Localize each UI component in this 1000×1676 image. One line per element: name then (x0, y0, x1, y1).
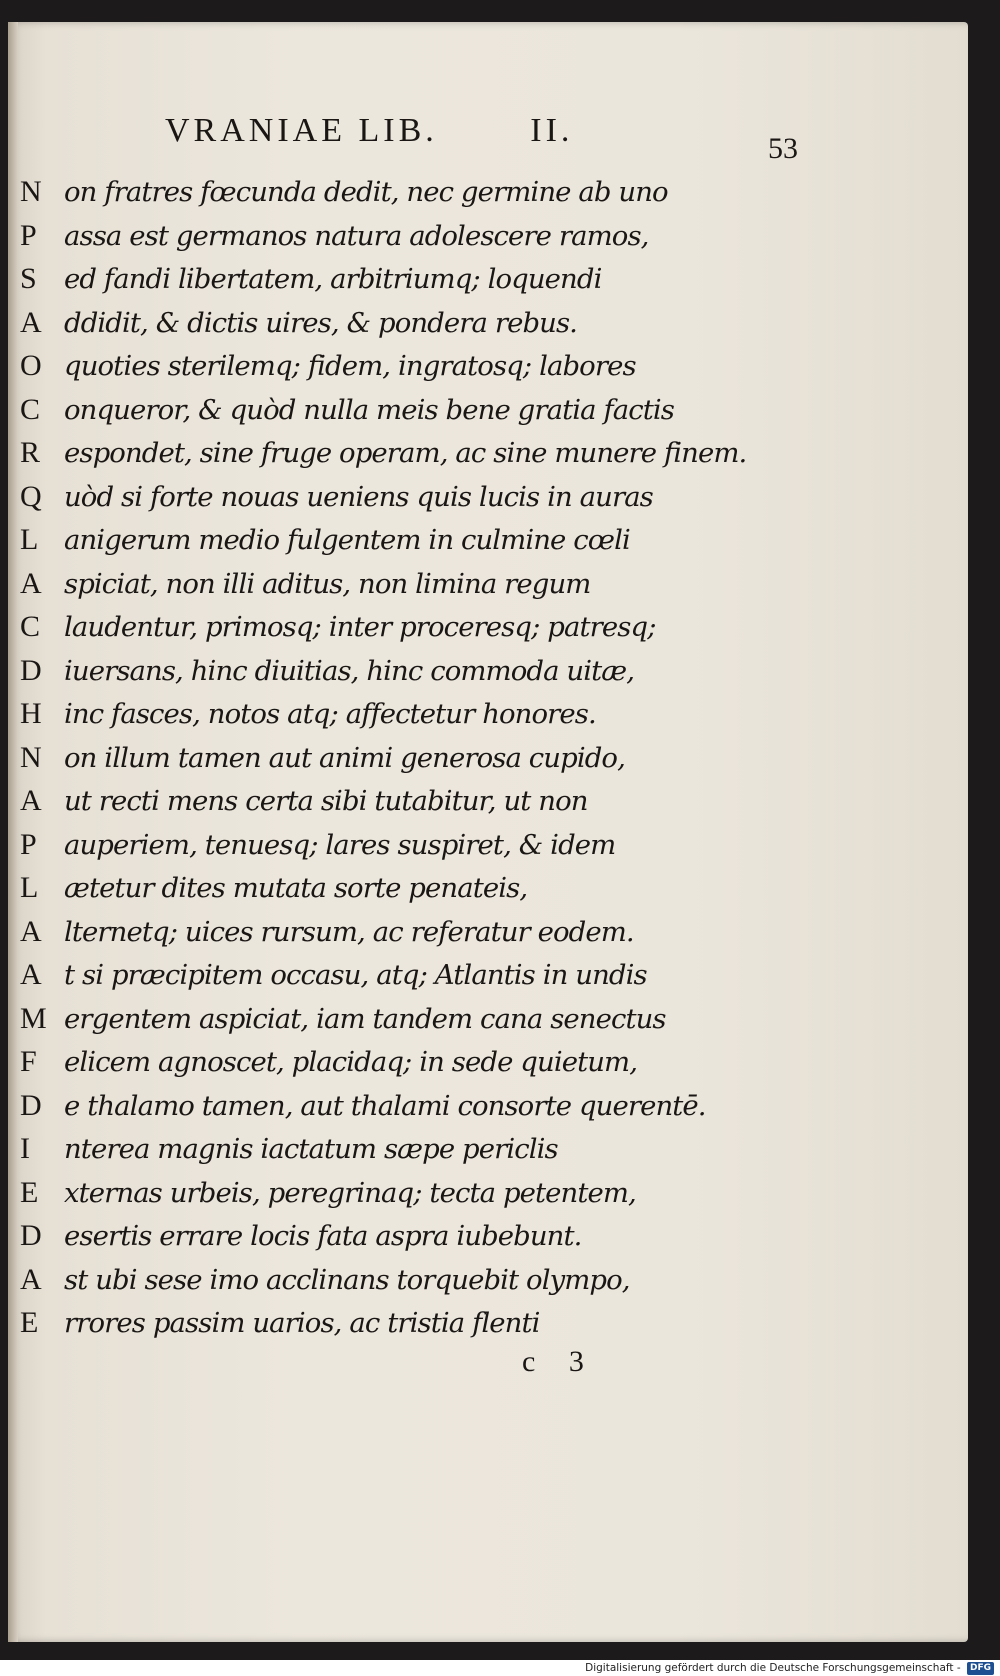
verse-initial: D (20, 1088, 42, 1122)
verse-text: rrores passim uarios, ac tristia flenti (64, 1307, 540, 1339)
verse-initial: H (20, 697, 42, 730)
verse-text: esertis errare locis fata aspra iubebunt. (64, 1220, 582, 1252)
verse-line (20, 1214, 940, 1258)
verse-initial: C (20, 610, 41, 643)
verse-text: espondet, sine fruge operam, ac sine munere finem. (64, 437, 747, 469)
verse-initial: N (20, 175, 42, 208)
verse-initial: A (20, 914, 42, 948)
signature-mark: c 3 (522, 1345, 584, 1378)
dfg-logo[interactable]: DFG (967, 1662, 994, 1675)
verse-text: t si præcipitem occasu, atq; Atlantis in undis (64, 959, 647, 991)
verse-line (20, 388, 940, 432)
running-head-book-number: II. (530, 112, 574, 149)
verse-text: anigerum medio fulgentem in culmine cœli (64, 524, 630, 556)
verse-initial: Q (20, 479, 42, 513)
verse-text: elicem agnoscet, placidaq; in sede quietum, (64, 1046, 638, 1078)
verse-initial: L (20, 523, 39, 556)
verse-line (20, 214, 940, 258)
verse-line (20, 779, 940, 823)
verse-text: st ubi sese imo acclinans torquebit olympo, (64, 1263, 630, 1296)
verse-text: inc fasces, notos atq; affectetur honores. (64, 698, 596, 730)
verse-line (20, 953, 940, 997)
verse-text: nterea magnis iactatum sæpe periclis (64, 1133, 558, 1165)
verse-line (20, 344, 940, 388)
verse-text: quoties sterilemq; fidem, ingratosq; labores (64, 350, 636, 382)
verse-text: xternas urbeis, peregrinaq; tecta petentem, (64, 1176, 636, 1209)
verse-line (20, 257, 940, 301)
verse-initial: R (20, 436, 41, 469)
verse-line (20, 997, 940, 1041)
verse-text: onqueror, & quòd nulla meis bene gratia factis (64, 393, 675, 426)
running-head-title: VRANIAE LIB. (165, 112, 438, 149)
verse-initial: A (20, 566, 42, 600)
verse-initial: P (20, 218, 37, 252)
verse-initial: D (20, 653, 42, 687)
verse-line (20, 823, 940, 867)
verse-text: auperiem, tenuesq; lares suspiret, & idem (64, 828, 616, 861)
verse-line (20, 1301, 940, 1345)
verse-line (20, 475, 940, 519)
credit-text: Digitalisierung gefördert durch die Deutsche Forschungsgemeinschaft - (585, 1662, 961, 1674)
verse-text: uòd si forte nouas ueniens quis lucis in auras (64, 480, 653, 513)
verse-line (20, 692, 940, 736)
verse-line (20, 910, 940, 954)
verse-text: laudentur, primosq; inter proceresq; patresq; (64, 611, 656, 643)
verse-initial: M (20, 1001, 47, 1035)
verse-initial: C (20, 392, 41, 426)
verse-text: lternetq; uices rursum, ac referatur eodem. (64, 915, 634, 948)
verse-initial: L (20, 871, 39, 904)
verse-initial: E (20, 1175, 39, 1209)
verse-line (20, 1127, 940, 1171)
verse-line (20, 649, 940, 693)
verse-text: assa est germanos natura adolescere ramos, (64, 219, 649, 252)
verse-initial: F (20, 1045, 37, 1078)
verse-line (20, 170, 940, 214)
verse-initial: A (20, 1262, 42, 1296)
verse-initial: E (20, 1306, 39, 1339)
verse-initial: D (20, 1219, 42, 1252)
verse-line (20, 1171, 940, 1215)
verse-line (20, 518, 940, 562)
verse-initial: A (20, 305, 42, 339)
verse-text: ut recti mens certa sibi tutabitur, ut non (64, 785, 588, 817)
verse-initial: O (20, 349, 42, 382)
verse-text: ddidit, & dictis uires, & pondera rebus. (64, 306, 578, 339)
verse-line (20, 736, 940, 780)
verse-text: spiciat, non illi aditus, non limina regum (64, 567, 591, 600)
verse-line (20, 1084, 940, 1128)
verse-text: e thalamo tamen, aut thalami consorte querentē. (64, 1089, 706, 1122)
page-gutter-shadow (8, 22, 18, 1642)
verse-line (20, 605, 940, 649)
verse-text: ergentem aspiciat, iam tandem cana senectus (64, 1002, 666, 1035)
verse-list (20, 170, 940, 1345)
digitization-credit (585, 1660, 994, 1676)
verse-text: ætetur dites mutata sorte penateis, (64, 872, 528, 904)
verse-line (20, 866, 940, 910)
verse-initial: A (20, 958, 42, 991)
verse-line (20, 1258, 940, 1302)
verse-initial: P (20, 827, 37, 861)
verse-line (20, 301, 940, 345)
verse-initial: S (20, 262, 37, 295)
verse-text: ed fandi libertatem, arbitriumq; loquendi (64, 263, 602, 295)
page-number: 53 (768, 132, 798, 165)
verse-line (20, 1040, 940, 1084)
verse-text: on fratres fœcunda dedit, nec germine ab uno (64, 176, 668, 208)
verse-initial: I (20, 1132, 30, 1165)
verse-initial: A (20, 784, 42, 817)
verse-line (20, 562, 940, 606)
verse-text: on illum tamen aut animi generosa cupido, (64, 741, 625, 774)
verse-initial: N (20, 740, 42, 774)
running-head (165, 112, 573, 150)
verse-text: iuersans, hinc diuitias, hinc commoda uitæ, (64, 654, 635, 687)
verse-line (20, 431, 940, 475)
